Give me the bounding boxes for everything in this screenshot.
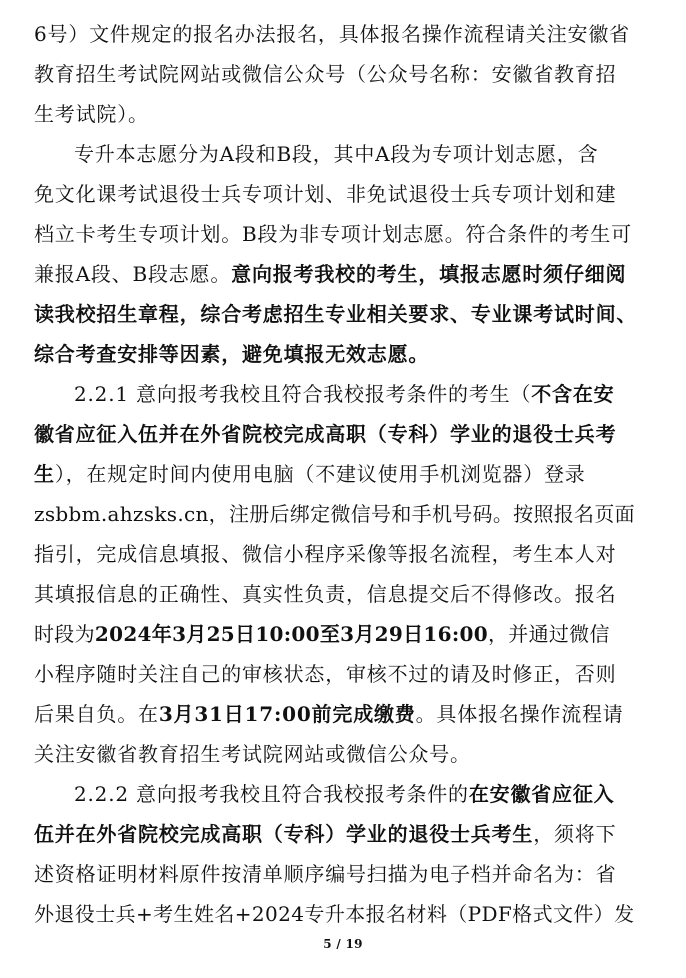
text-line: 外退役士兵+考生姓名+2024专升本报名材料（PDF格式文件）发 bbox=[34, 902, 635, 926]
text-line: 生考试院）。 bbox=[34, 102, 149, 126]
text-line: 时段为2024年3月25日10:00至3月29日16:00，并通过微信 bbox=[34, 622, 610, 646]
text-line: 后果自负。在3月31日17:00前完成缴费。具体报名操作流程请 bbox=[34, 702, 624, 726]
text-line: 生），在规定时间内使用电脑（不建议使用手机浏览器）登录 bbox=[34, 462, 586, 486]
text-line: 兼报A段、B段志愿。意向报考我校的考生，填报志愿时须仔细阅 bbox=[34, 262, 627, 286]
text-line: 6号）文件规定的报名办法报名，具体报名操作流程请关注安徽省 bbox=[34, 22, 630, 46]
text-line: 其填报信息的正确性、真实性负责，信息提交后不得修改。报名 bbox=[34, 582, 617, 606]
text-line: 2.2.2 意向报考我校且符合我校报考条件的在安徽省应征入 bbox=[74, 782, 615, 806]
text-line: 述资格证明材料原件按清单顺序编号扫描为电子档并命名为：省 bbox=[34, 862, 617, 886]
text-line: 综合考查安排等因素，避免填报无效志愿。 bbox=[34, 342, 430, 366]
text-line: 读我校招生章程，综合考虑招生专业相关要求、专业课考试时间、 bbox=[34, 302, 638, 326]
text-line: 免文化课考试退役士兵专项计划、非免试退役士兵专项计划和建 bbox=[34, 182, 617, 206]
text-line: 2.2.1 意向报考我校且符合我校报考条件的考生（不含在安 bbox=[74, 382, 615, 406]
text-line: 关注安徽省教育招生考试院网站或微信公众号。 bbox=[34, 742, 471, 766]
text-line: 伍并在外省院校完成高职（专科）学业的退役士兵考生，须将下 bbox=[34, 822, 617, 846]
text-line: zsbbm.ahzsks.cn，注册后绑定微信号和手机号码。按照报名页面 bbox=[34, 502, 635, 526]
text-line: 指引，完成信息填报、微信小程序采像等报名流程，考生本人对 bbox=[34, 542, 617, 566]
text-line: 专升本志愿分为A段和B段，其中A段为专项计划志愿，含 bbox=[74, 142, 599, 166]
text-line: 徽省应征入伍并在外省院校完成高职（专科）学业的退役士兵考 bbox=[34, 422, 617, 446]
text-line: 小程序随时关注自己的审核状态，审核不过的请及时修正，否则 bbox=[34, 662, 617, 686]
page-number: 5 / 19 bbox=[323, 937, 363, 951]
text-line: 档立卡考生专项计划。B段为非专项计划志愿。符合条件的考生可 bbox=[34, 222, 632, 246]
text-line: 教育招生考试院网站或微信公众号（公众号名称：安徽省教育招 bbox=[34, 62, 617, 86]
